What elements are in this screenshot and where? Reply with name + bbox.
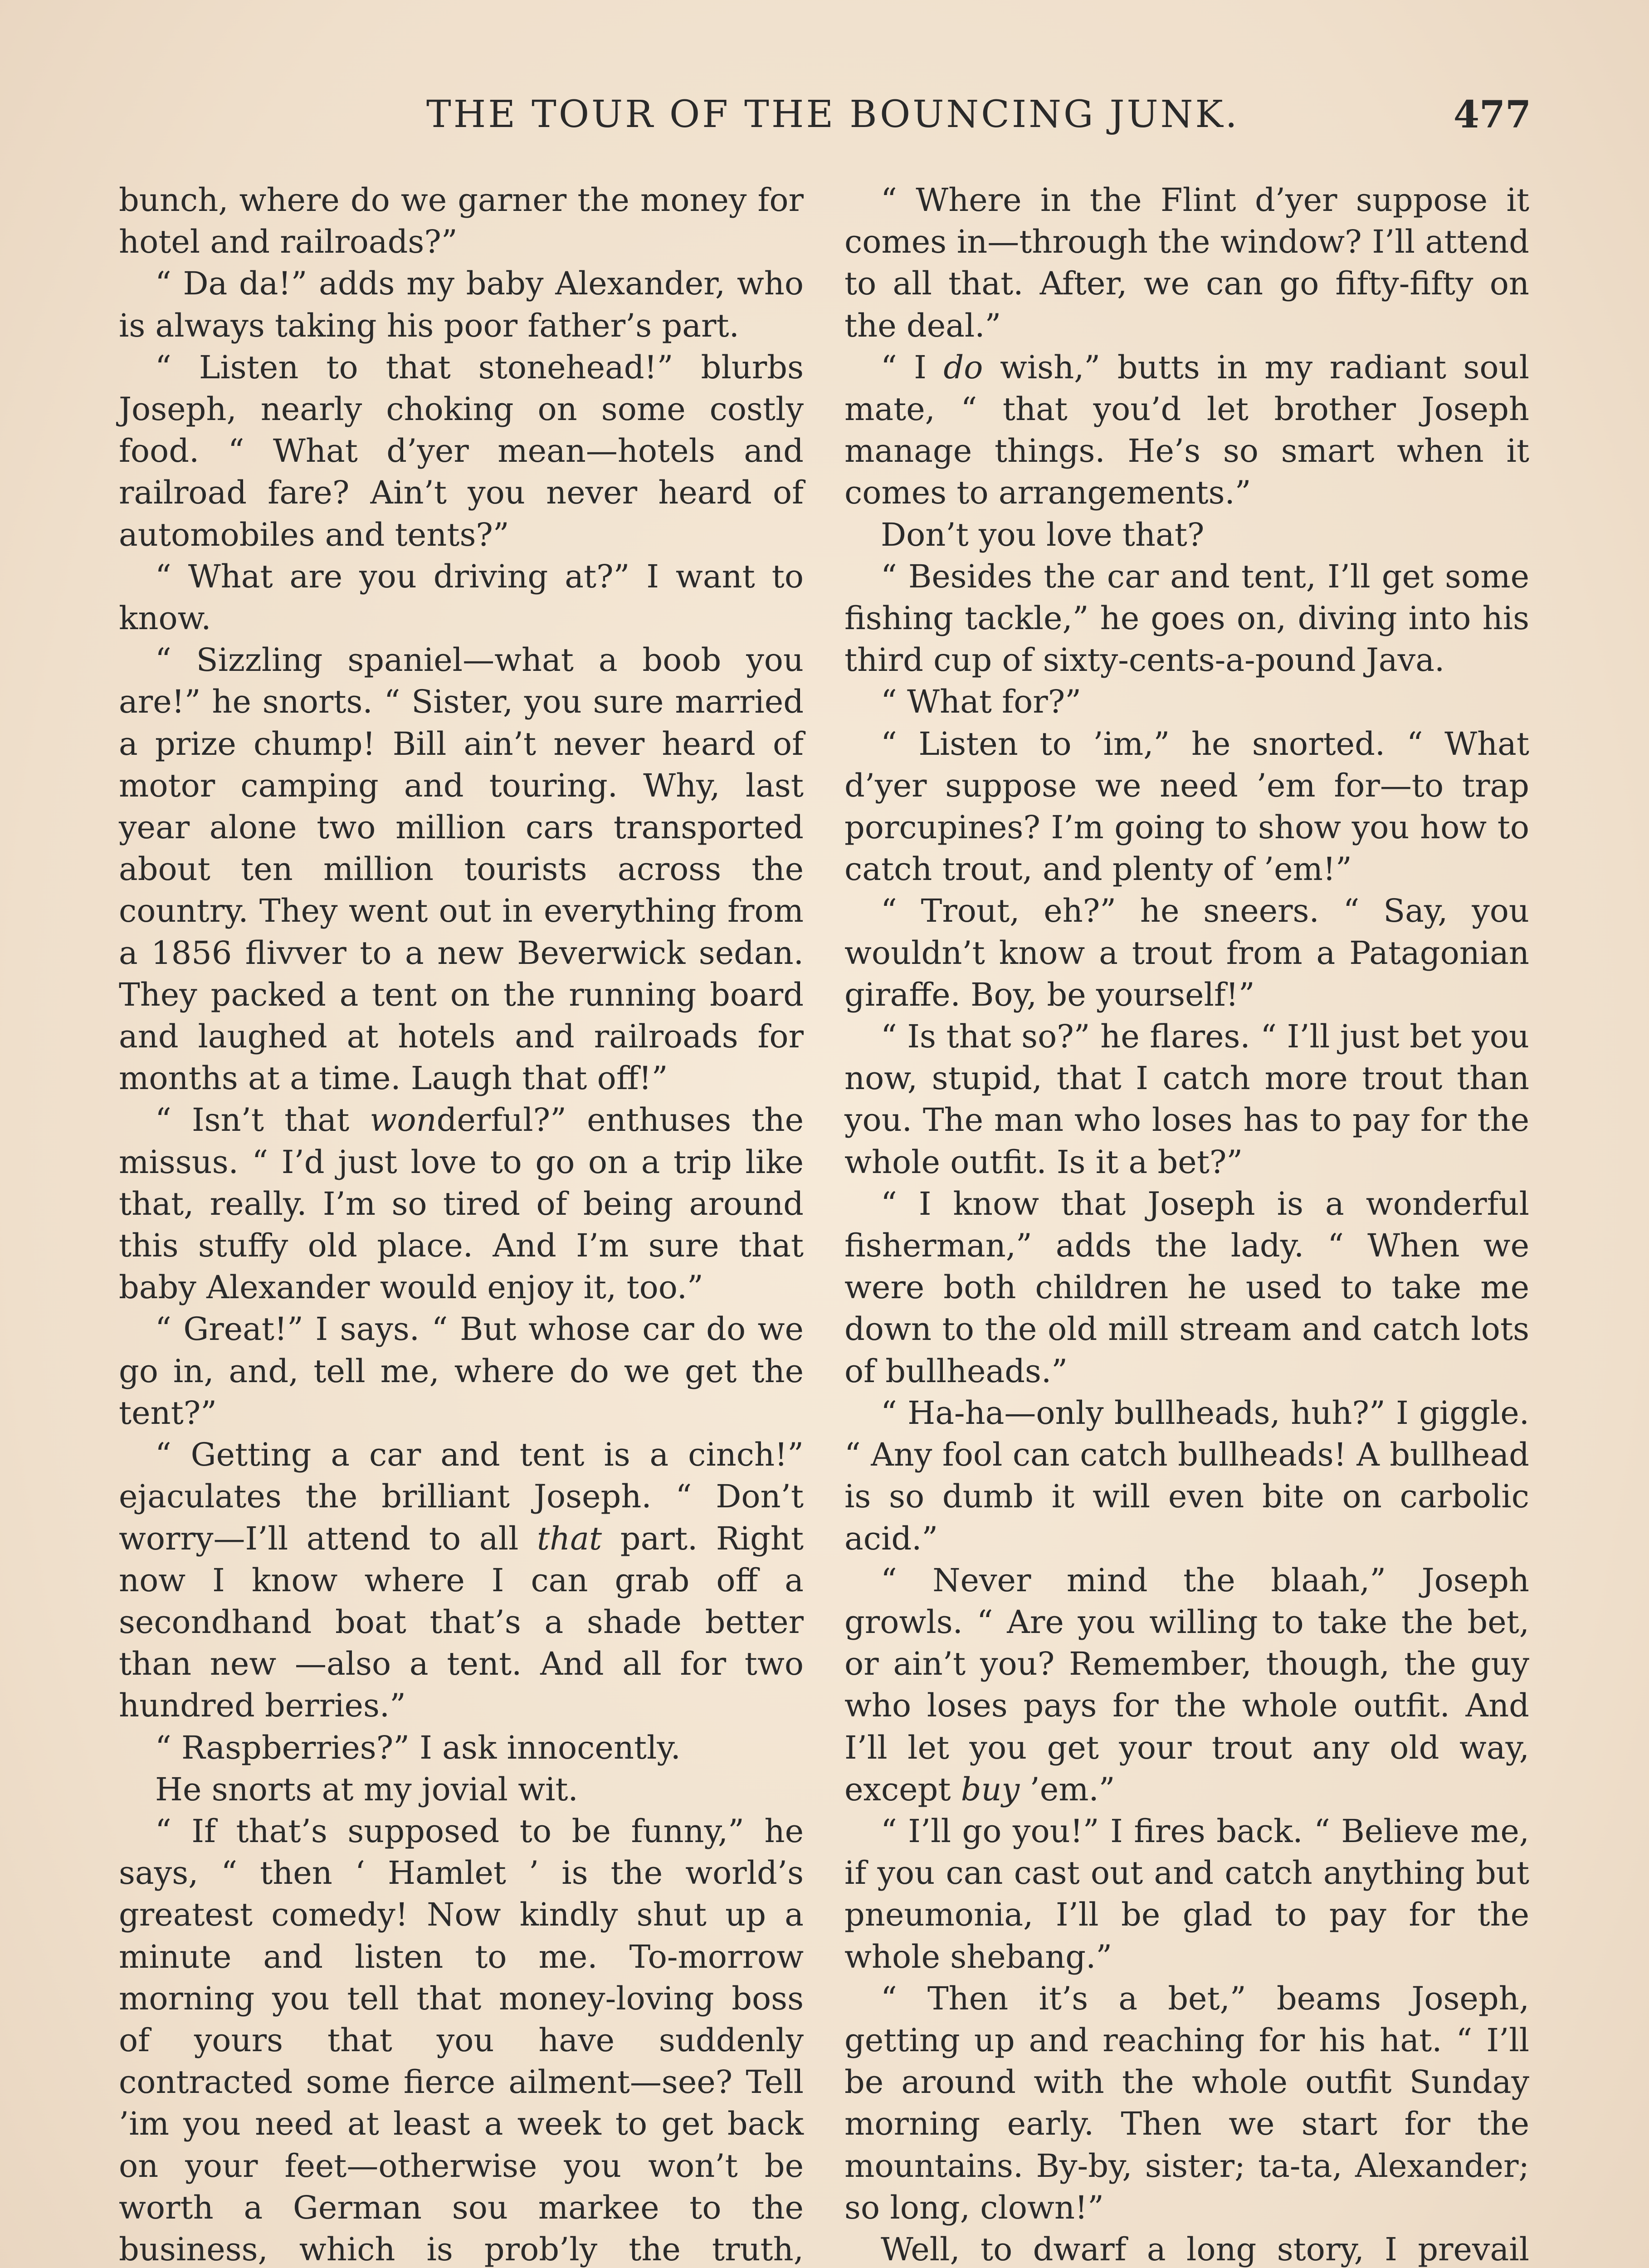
paragraph: “ Raspberries?” I ask innocently. — [155, 1729, 681, 1766]
paragraph-text: Well, to dwarf a long story, I prevail — [881, 2230, 1529, 2268]
paragraph: “ Da da!” adds my baby Alexander, who is always taking his poor father’s part. — [119, 265, 804, 344]
paragraph-text: “ Never mind the blaah,” Joseph growls. “ Are you willing to take the bet, or ain’t you? Remember, though, the guy who loses pays for the whole outfit. And I’ll let you get your trout any old way, except — [844, 1561, 1529, 1808]
paragraph — [119, 639, 804, 1099]
paragraph: Don’t you love that? — [881, 516, 1205, 553]
emphasis: buy — [961, 1770, 1020, 1808]
paragraph — [119, 1099, 804, 1308]
paragraph: “ Then it’s a bet,” beams Joseph, getting up and reaching for his hat. “ I’ll be around with the whole outfit Sunday morning early. Then we start for the mountains. By-by, sister; ta-ta, Alexander; so long, clown!” — [844, 1980, 1529, 2226]
paragraph: “ Trout, eh?” he sneers. “ Say, you wouldn’t know a trout from a Patagonian giraffe. Boy, be yourself!” — [844, 892, 1529, 1013]
paragraph: “ What are you driving at?” I want to know. — [119, 557, 804, 637]
paragraph: “ Besides the car and tent, I’ll get some fishing tackle,” he goes on, diving into his third cup of sixty-cents-a-pound Java. — [844, 557, 1529, 679]
paragraph-text: ’em.” — [1020, 1770, 1115, 1808]
emphasis: won — [370, 1101, 437, 1139]
emphasis: do — [943, 348, 983, 386]
paragraph-text: part. Right now I know where I can grab off a secondhand boat that’s a shade better than new —also a tent. And all for two hundred berries.” — [119, 1520, 804, 1725]
paragraph — [844, 1559, 1529, 1810]
paragraph: “ Where in the Flint d’yer suppose it comes in—through the window? I’ll attend to all that. After, we can go fifty-fifty on the deal.” — [844, 181, 1529, 344]
running-title: THE TOUR OF THE BOUNCING JUNK. — [426, 93, 1239, 136]
paragraph-text: derful?” enthuses the missus. “ I’d just love to go on a trip like that, really. I’m so tired of being around this stuffy old place. And I’m sure that baby Alexander would enjoy it, too.” — [119, 1101, 804, 1306]
paragraph: “ Listen to that stonehead!” blurbs Joseph, nearly choking on some costly food. “ What d’yer mean—hotels and railroad fare? Ain’t you never heard of automobiles and tents?” — [119, 348, 804, 553]
paragraph — [844, 347, 1529, 514]
paragraph: “ Is that so?” he flares. “ I’ll just bet you now, stupid, that I catch more trout than you. The man who loses has to pay for the whole outfit. Is it a bet?” — [844, 1018, 1529, 1181]
paragraph — [844, 2229, 1529, 2268]
paragraph: He snorts at my jovial wit. — [155, 1770, 578, 1808]
paragraph: “ Listen to ’im,” he snorted. “ What d’yer suppose we need ’em for—to trap porcupines? I’m going to show you how to catch trout, and plenty of ’em!” — [844, 725, 1529, 888]
paragraph: bunch, where do we garner the money for hotel and railroads?” — [119, 181, 804, 261]
paragraph: “ Ha-ha—only bullheads, huh?” I giggle. “ Any fool can catch bullheads! A bullhead is so dumb it will even bite on carbolic acid.” — [844, 1394, 1529, 1557]
paragraph: “ Great!” I says. “ But whose car do we go in, and, tell me, where do we get the tent?” — [119, 1310, 804, 1432]
page-header — [118, 93, 1540, 147]
paragraph — [119, 1434, 804, 1726]
paragraph-text: “ Getting a car and tent is a cinch!” ejaculates the brilliant Joseph. “ Don’t worry—I’ll attend to all — [119, 1436, 804, 1557]
left-column — [119, 179, 804, 2268]
paragraph: “ If that’s supposed to be funny,” he says, “ then ‘ Hamlet ’ is the world’s greatest comedy! Now kindly shut up a minute and listen to me. To-morrow morning you tell that money-loving boss of yours that you have suddenly contracted some fierce ailment—see? Tell ’im you need at least a week to get back on your feet—otherwise you won’t be worth a German sou markee to the business, which is prob’ly the truth, — [119, 1812, 804, 2268]
paragraph-text: “ Sizzling spaniel—what a boob you are!” he snorts. “ Sister, you sure married a prize chump! Bill ain’t never heard of motor camping and touring. Why, last year alone two million cars transported about ten million tourists across the country. They went out in everything from a 1856 flivver to a new Beverwick sedan. They packed a tent on the running board and laughed at hotels and railroads for months at a time. Laugh that off!” — [119, 641, 804, 1097]
paragraph: “ I know that Joseph is a wonderful fisherman,” adds the lady. “ When we were both children he used to take me down to the old mill stream and catch lots of bullheads.” — [844, 1185, 1529, 1390]
paragraph-text: “ Isn’t that — [155, 1101, 370, 1139]
paragraph: “ I’ll go you!” I fires back. “ Believe me, if you can cast out and catch anything but pneumonia, I’ll be glad to pay for the whole shebang.” — [844, 1812, 1529, 1975]
paragraph-text: wish,” butts in my radiant soul mate, “ that you’d let brother Joseph manage things. He’s so smart when it comes to arrangements.” — [844, 348, 1529, 512]
paragraph: “ What for?” — [881, 683, 1082, 721]
emphasis: that — [537, 1520, 602, 1557]
page-number: 477 — [1453, 93, 1531, 137]
right-column — [844, 179, 1529, 2268]
paragraph-text: “ I — [881, 348, 944, 386]
